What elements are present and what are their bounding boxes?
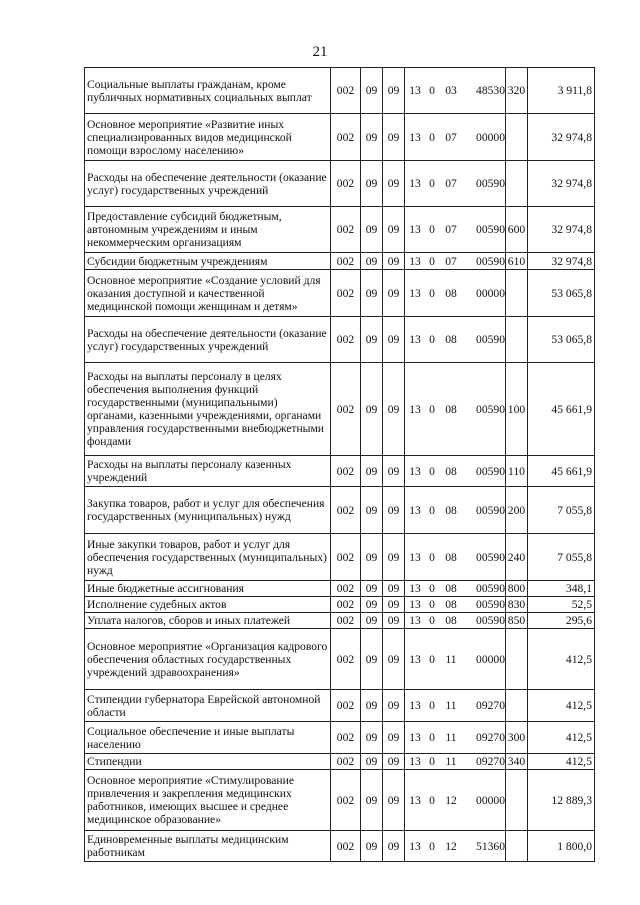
target-article-code [405, 161, 506, 207]
section-code: 09 [361, 363, 383, 456]
section-code: 09 [361, 597, 383, 613]
event-code: 08 [445, 614, 457, 627]
expense-type-code: 600 [506, 207, 528, 253]
subsection-code: 09 [383, 114, 405, 161]
program-code: 13 [409, 254, 421, 268]
section-code: 09 [361, 270, 383, 317]
admin-code: 002 [331, 207, 361, 253]
admin-code: 002 [331, 581, 361, 597]
amount: 52,5 [528, 597, 595, 613]
amount: 12 889,3 [528, 770, 595, 831]
amount: 348,1 [528, 581, 595, 597]
row-description: Иные бюджетные ассигнования [85, 581, 331, 597]
section-code: 09 [361, 161, 383, 207]
row-description: Расходы на обеспечение деятельности (оказание услуг) государственных учреждений [85, 161, 331, 207]
section-code: 09 [361, 831, 383, 862]
admin-code: 002 [331, 363, 361, 456]
table-row [85, 270, 595, 317]
subsection-code: 09 [383, 613, 405, 629]
amount: 32 974,8 [528, 114, 595, 161]
admin-code: 002 [331, 831, 361, 862]
direction-code: 00000 [476, 793, 505, 807]
section-code: 09 [361, 629, 383, 690]
direction-code: 00590 [476, 333, 505, 346]
subsection-code: 09 [383, 253, 405, 270]
row-description: Уплата налогов, сборов и иных платежей [85, 613, 331, 629]
target-article-code [405, 534, 506, 581]
program-code: 13 [409, 550, 421, 564]
subprogram-code: 0 [429, 582, 435, 595]
subprogram-code: 0 [429, 598, 435, 611]
subprogram-code: 0 [429, 177, 435, 190]
target-article-code [405, 581, 506, 597]
event-code: 12 [445, 793, 457, 807]
subsection-code: 09 [383, 161, 405, 207]
expense-type-code [506, 629, 528, 690]
subsection-code: 09 [383, 754, 405, 770]
direction-code: 51360 [476, 839, 505, 853]
admin-code: 002 [331, 317, 361, 363]
direction-code: 00590 [476, 614, 505, 627]
subprogram-code: 0 [429, 839, 435, 853]
program-code: 13 [409, 223, 421, 236]
table-row [85, 363, 595, 456]
table-row [85, 114, 595, 161]
section-code: 09 [361, 207, 383, 253]
row-description: Стипендии губернатора Еврейской автономной области [85, 690, 331, 722]
amount: 412,5 [528, 722, 595, 754]
amount: 412,5 [528, 690, 595, 722]
subprogram-code: 0 [429, 731, 435, 744]
amount: 53 065,8 [528, 317, 595, 363]
target-article-code [405, 722, 506, 754]
section-code: 09 [361, 253, 383, 270]
row-description: Основное мероприятие «Стимулирование привлечения и закрепления медицинских работников, имеющих высшее и среднее медицинское образование» [85, 770, 331, 831]
direction-code: 00590 [476, 598, 505, 611]
expense-type-code: 340 [506, 754, 528, 770]
program-code: 13 [409, 582, 421, 595]
target-article-code [405, 270, 506, 317]
subsection-code: 09 [383, 597, 405, 613]
section-code: 09 [361, 722, 383, 754]
row-description: Основное мероприятие «Создание условий для оказания доступной и качественной медицинской помощи женщинам и детям» [85, 270, 331, 317]
subsection-code: 09 [383, 68, 405, 114]
amount: 32 974,8 [528, 207, 595, 253]
program-code: 13 [409, 84, 421, 97]
amount: 53 065,8 [528, 270, 595, 317]
expense-type-code [506, 114, 528, 161]
section-code: 09 [361, 317, 383, 363]
amount: 45 661,9 [528, 456, 595, 487]
admin-code: 002 [331, 597, 361, 613]
amount: 295,6 [528, 613, 595, 629]
section-code: 09 [361, 754, 383, 770]
expense-type-code [506, 317, 528, 363]
expense-type-code: 830 [506, 597, 528, 613]
admin-code: 002 [331, 534, 361, 581]
table-row [85, 317, 595, 363]
target-article-code [405, 456, 506, 487]
direction-code: 09270 [476, 755, 505, 768]
table-row [85, 754, 595, 770]
event-code: 08 [445, 464, 457, 478]
subprogram-code: 0 [429, 550, 435, 564]
budget-table [84, 67, 595, 862]
direction-code: 00590 [476, 464, 505, 478]
event-code: 07 [445, 177, 457, 190]
event-code: 12 [445, 839, 457, 853]
program-code: 13 [409, 598, 421, 611]
table-row [85, 770, 595, 831]
row-description: Исполнение судебных актов [85, 597, 331, 613]
admin-code: 002 [331, 456, 361, 487]
expense-type-code: 100 [506, 363, 528, 456]
table-row [85, 456, 595, 487]
program-code: 13 [409, 130, 421, 144]
program-code: 13 [409, 652, 421, 666]
table-row [85, 253, 595, 270]
subsection-code: 09 [383, 629, 405, 690]
table-row [85, 161, 595, 207]
subprogram-code: 0 [429, 699, 435, 712]
direction-code: 00590 [476, 223, 505, 236]
target-article-code [405, 363, 506, 456]
direction-code: 00000 [476, 286, 505, 300]
row-description: Расходы на обеспечение деятельности (оказание услуг) государственных учреждений [85, 317, 331, 363]
table-row [85, 487, 595, 534]
event-code: 11 [445, 699, 457, 712]
event-code: 08 [445, 550, 457, 564]
subprogram-code: 0 [429, 503, 435, 517]
target-article-code [405, 317, 506, 363]
table-row [85, 690, 595, 722]
subsection-code: 09 [383, 581, 405, 597]
row-description: Предоставление субсидий бюджетным, автономным учреждениям и иным некоммерческим организациям [85, 207, 331, 253]
row-description: Стипендии [85, 754, 331, 770]
admin-code: 002 [331, 68, 361, 114]
subprogram-code: 0 [429, 333, 435, 346]
section-code: 09 [361, 690, 383, 722]
direction-code: 00590 [476, 402, 505, 416]
section-code: 09 [361, 114, 383, 161]
expense-type-code [506, 770, 528, 831]
row-description: Основное мероприятие «Организация кадрового обеспечения областных государственных учреждений здравоохранения» [85, 629, 331, 690]
target-article-code [405, 770, 506, 831]
admin-code: 002 [331, 770, 361, 831]
expense-type-code: 320 [506, 68, 528, 114]
amount: 1 800,0 [528, 831, 595, 862]
event-code: 07 [445, 223, 457, 236]
target-article-code [405, 597, 506, 613]
program-code: 13 [409, 614, 421, 627]
program-code: 13 [409, 731, 421, 744]
table-row [85, 629, 595, 690]
program-code: 13 [409, 793, 421, 807]
target-article-code [405, 613, 506, 629]
subprogram-code: 0 [429, 793, 435, 807]
subprogram-code: 0 [429, 130, 435, 144]
expense-type-code: 300 [506, 722, 528, 754]
program-code: 13 [409, 402, 421, 416]
target-article-code [405, 754, 506, 770]
direction-code: 00000 [476, 652, 505, 666]
admin-code: 002 [331, 161, 361, 207]
expense-type-code: 610 [506, 253, 528, 270]
event-code: 08 [445, 598, 457, 611]
event-code: 08 [445, 286, 457, 300]
direction-code: 09270 [476, 699, 505, 712]
event-code: 07 [445, 130, 457, 144]
admin-code: 002 [331, 613, 361, 629]
amount: 7 055,8 [528, 487, 595, 534]
table-row [85, 722, 595, 754]
target-article-code [405, 68, 506, 114]
admin-code: 002 [331, 253, 361, 270]
subprogram-code: 0 [429, 84, 435, 97]
subsection-code: 09 [383, 770, 405, 831]
subsection-code: 09 [383, 456, 405, 487]
target-article-code [405, 831, 506, 862]
expense-type-code [506, 161, 528, 207]
subprogram-code: 0 [429, 223, 435, 236]
table-row [85, 534, 595, 581]
target-article-code [405, 114, 506, 161]
expense-type-code [506, 831, 528, 862]
direction-code: 00590 [476, 254, 505, 268]
subsection-code: 09 [383, 487, 405, 534]
subsection-code: 09 [383, 534, 405, 581]
amount: 32 974,8 [528, 161, 595, 207]
admin-code: 002 [331, 722, 361, 754]
program-code: 13 [409, 177, 421, 190]
table-row [85, 581, 595, 597]
event-code: 08 [445, 582, 457, 595]
section-code: 09 [361, 487, 383, 534]
subprogram-code: 0 [429, 464, 435, 478]
direction-code: 48530 [476, 84, 505, 97]
direction-code: 00590 [476, 550, 505, 564]
subprogram-code: 0 [429, 254, 435, 268]
subsection-code: 09 [383, 317, 405, 363]
event-code: 08 [445, 402, 457, 416]
admin-code: 002 [331, 690, 361, 722]
amount: 412,5 [528, 629, 595, 690]
row-description: Основное мероприятие «Развитие иных специализированных видов медицинской помощи взрослому населению» [85, 114, 331, 161]
amount: 7 055,8 [528, 534, 595, 581]
program-code: 13 [409, 699, 421, 712]
program-code: 13 [409, 286, 421, 300]
amount: 32 974,8 [528, 253, 595, 270]
subsection-code: 09 [383, 831, 405, 862]
subprogram-code: 0 [429, 286, 435, 300]
subsection-code: 09 [383, 363, 405, 456]
section-code: 09 [361, 613, 383, 629]
event-code: 11 [445, 731, 457, 744]
row-description: Закупка товаров, работ и услуг для обеспечения государственных (муниципальных) нужд [85, 487, 331, 534]
program-code: 13 [409, 503, 421, 517]
event-code: 08 [445, 333, 457, 346]
row-description: Социальные выплаты гражданам, кроме публичных нормативных социальных выплат [85, 68, 331, 114]
program-code: 13 [409, 839, 421, 853]
section-code: 09 [361, 68, 383, 114]
event-code: 03 [445, 84, 457, 97]
table-row [85, 207, 595, 253]
expense-type-code: 850 [506, 613, 528, 629]
admin-code: 002 [331, 629, 361, 690]
section-code: 09 [361, 456, 383, 487]
expense-type-code: 240 [506, 534, 528, 581]
event-code: 11 [445, 755, 457, 768]
admin-code: 002 [331, 114, 361, 161]
subprogram-code: 0 [429, 402, 435, 416]
section-code: 09 [361, 534, 383, 581]
table-row [85, 68, 595, 114]
expense-type-code [506, 690, 528, 722]
direction-code: 00590 [476, 503, 505, 517]
target-article-code [405, 690, 506, 722]
direction-code: 00590 [476, 177, 505, 190]
subprogram-code: 0 [429, 614, 435, 627]
subsection-code: 09 [383, 690, 405, 722]
target-article-code [405, 207, 506, 253]
event-code: 11 [445, 652, 457, 666]
event-code: 08 [445, 503, 457, 517]
expense-type-code [506, 270, 528, 317]
expense-type-code: 800 [506, 581, 528, 597]
row-description: Социальное обеспечение и иные выплаты населению [85, 722, 331, 754]
amount: 45 661,9 [528, 363, 595, 456]
row-description: Иные закупки товаров, работ и услуг для обеспечения государственных (муниципальных) нужд [85, 534, 331, 581]
subsection-code: 09 [383, 270, 405, 317]
target-article-code [405, 487, 506, 534]
direction-code: 09270 [476, 731, 505, 744]
table-row [85, 613, 595, 629]
target-article-code [405, 253, 506, 270]
section-code: 09 [361, 770, 383, 831]
amount: 3 911,8 [528, 68, 595, 114]
expense-type-code: 110 [506, 456, 528, 487]
page-number: 21 [312, 44, 328, 60]
row-description: Единовременные выплаты медицинским работникам [85, 831, 331, 862]
subprogram-code: 0 [429, 755, 435, 768]
row-description: Субсидии бюджетным учреждениям [85, 253, 331, 270]
program-code: 13 [409, 755, 421, 768]
admin-code: 002 [331, 754, 361, 770]
direction-code: 00000 [476, 130, 505, 144]
amount: 412,5 [528, 754, 595, 770]
admin-code: 002 [331, 487, 361, 534]
section-code: 09 [361, 581, 383, 597]
target-article-code [405, 629, 506, 690]
table-row [85, 597, 595, 613]
subprogram-code: 0 [429, 652, 435, 666]
admin-code: 002 [331, 270, 361, 317]
event-code: 07 [445, 254, 457, 268]
direction-code: 00590 [476, 582, 505, 595]
row-description: Расходы на выплаты персоналу казенных учреждений [85, 456, 331, 487]
subsection-code: 09 [383, 722, 405, 754]
program-code: 13 [409, 464, 421, 478]
row-description: Расходы на выплаты персоналу в целях обеспечения выполнения функций государственными (муниципальными) органами, казенными учреждениями, органами управления государственными внебюджетными фондами [85, 363, 331, 456]
program-code: 13 [409, 333, 421, 346]
table-row [85, 831, 595, 862]
expense-type-code: 200 [506, 487, 528, 534]
subsection-code: 09 [383, 207, 405, 253]
